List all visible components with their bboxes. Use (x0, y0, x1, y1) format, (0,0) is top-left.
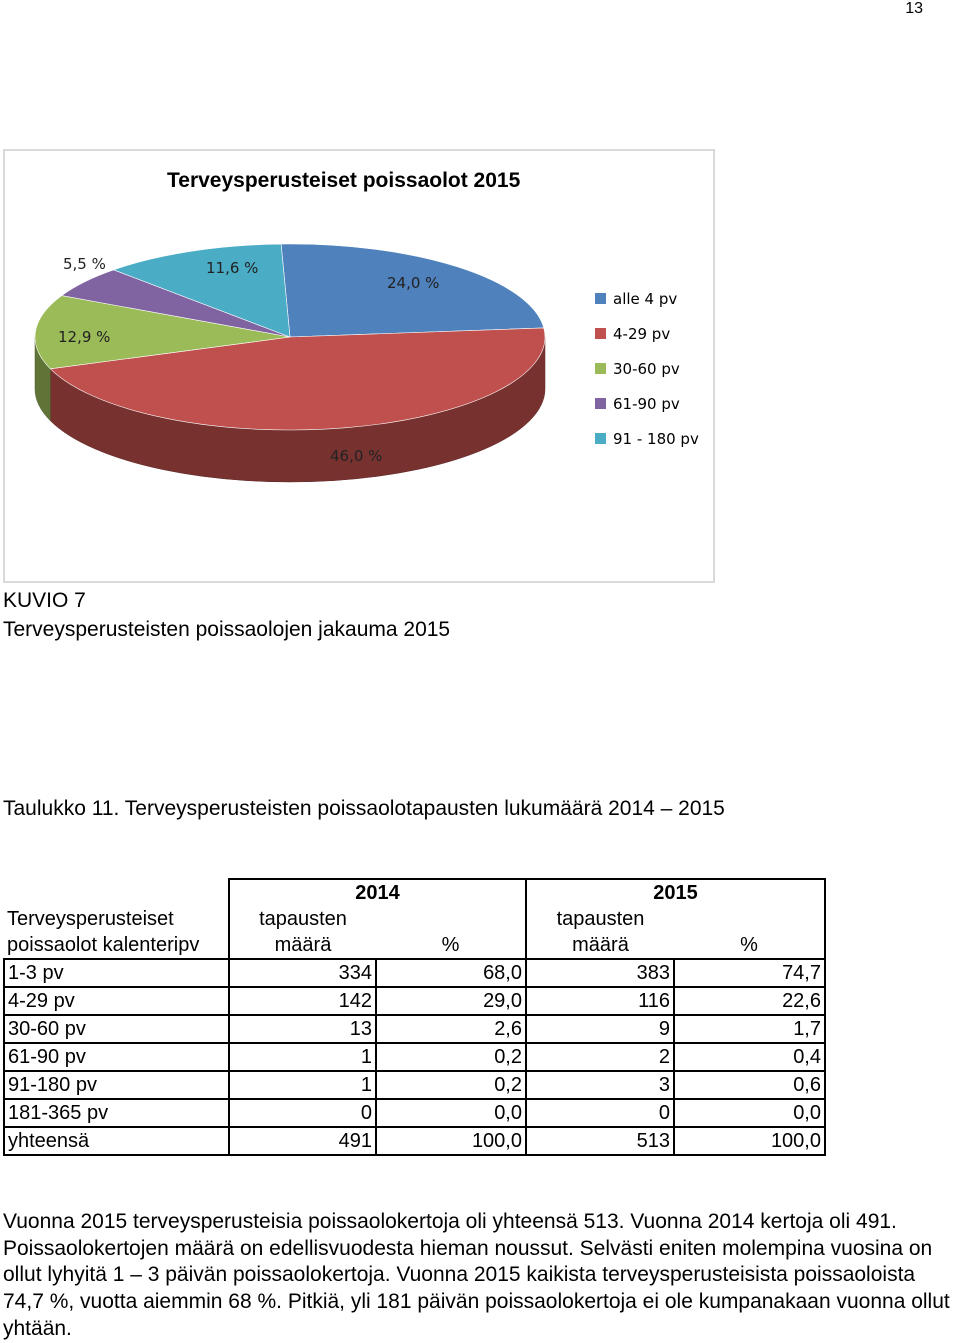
legend-label: alle 4 pv (613, 290, 678, 308)
legend-swatch (595, 328, 606, 339)
year-2014: 2014 (229, 879, 526, 906)
table-row (4, 1071, 825, 1099)
legend-item (595, 324, 699, 359)
legend-label: 4-29 pv (613, 325, 671, 343)
table-cell: 116 (526, 987, 674, 1015)
legend-item (595, 429, 699, 464)
table-cell: 1 (229, 1071, 376, 1099)
data-label-alle-4: 24,0 % (387, 274, 440, 292)
head-count-2015-line1: tapausten (526, 906, 674, 932)
head-pct-2015: % (674, 932, 825, 959)
legend-label: 61-90 pv (613, 395, 680, 413)
table-cell: 74,7 (674, 959, 825, 987)
legend-swatch (595, 398, 606, 409)
chart-title: Terveysperusteiset poissaolot 2015 (167, 169, 521, 192)
table-cell: 0 (229, 1099, 376, 1127)
head-pct-2014: % (441, 933, 460, 956)
table-cell: 0,0 (674, 1099, 825, 1127)
body-paragraph: Vuonna 2015 terveysperusteisia poissaolokertoja oli yhteensä 513. Vuonna 2014 kertoja oli 491. Poissaolokertojen määrä on edellisvuodesta hieman noussut. Selvästi eniten molempina vuosina on ollut lyhyitä 1 – 3 päivän poissaolokertoja. Vuonna 2015 kaikista terveysperusteisista poissaoloista 74,7 %, vuotta aiemmin 68 %. Pitkiä, yli 181 päivän poissaolokertoja ei ole kumpanakaan vuonna ollut yhtään. (3, 1210, 950, 1340)
legend-item (595, 289, 699, 324)
data-table (3, 878, 826, 1156)
pie-chart (3, 149, 715, 583)
caption-number: KUVIO 7 (3, 589, 86, 612)
table-cell: 61-90 pv (4, 1043, 229, 1071)
table-cell: 68,0 (376, 959, 526, 987)
head-count-2014-line1: tapausten (229, 906, 376, 932)
legend-item (595, 359, 699, 394)
legend-swatch (595, 293, 606, 304)
table-cell: 0,2 (376, 1071, 526, 1099)
table-cell: 3 (526, 1071, 674, 1099)
legend-item (595, 394, 699, 429)
table-cell: yhteensä (4, 1127, 229, 1155)
legend-swatch (595, 363, 606, 374)
table-cell: 513 (526, 1127, 674, 1155)
table-cell: 383 (526, 959, 674, 987)
table-row (4, 1099, 825, 1127)
table-cell: 2,6 (376, 1015, 526, 1043)
page-number: 13 (905, 0, 923, 17)
table-cell: 334 (229, 959, 376, 987)
table-cell: 29,0 (376, 987, 526, 1015)
head-category-line1: Terveysperusteiset (7, 907, 174, 930)
figure-caption (3, 586, 450, 644)
table-cell: 0 (526, 1099, 674, 1127)
head-category-line2: poissaolot kalenteripv (7, 933, 200, 956)
head-count-2015-line2: määrä (526, 932, 674, 959)
table-title: Taulukko 11. Terveysperusteisten poissaolotapausten lukumäärä 2014 – 2015 (3, 797, 725, 820)
table-row (4, 959, 825, 987)
table-cell: 1-3 pv (4, 959, 229, 987)
table-cell: 0,2 (376, 1043, 526, 1071)
table-cell: 22,6 (674, 987, 825, 1015)
legend-label: 91 - 180 pv (613, 430, 699, 448)
data-label-4-29: 46,0 % (330, 447, 383, 465)
table-row (4, 1127, 825, 1155)
table-cell: 0,6 (674, 1071, 825, 1099)
table-cell: 100,0 (376, 1127, 526, 1155)
legend-label: 30-60 pv (613, 360, 680, 378)
caption-text: Terveysperusteisten poissaolojen jakauma 2015 (3, 618, 451, 641)
table-cell: 142 (229, 987, 376, 1015)
table-row (4, 987, 825, 1015)
table-header-years (4, 879, 825, 906)
table-cell: 91-180 pv (4, 1071, 229, 1099)
data-label-30-60: 12,9 % (58, 328, 111, 346)
table-row (4, 1043, 825, 1071)
table-header-row1 (4, 906, 825, 932)
head-count-2014-line2: määrä (229, 932, 376, 959)
table-header-row2 (4, 932, 825, 959)
table-cell: 1 (229, 1043, 376, 1071)
table-cell: 491 (229, 1127, 376, 1155)
table-cell: 9 (526, 1015, 674, 1043)
data-label-61-90: 5,5 % (63, 255, 106, 273)
table-cell: 30-60 pv (4, 1015, 229, 1043)
year-2015: 2015 (526, 879, 825, 906)
table-cell: 0,4 (674, 1043, 825, 1071)
table-cell: 0,0 (376, 1099, 526, 1127)
table-body (4, 959, 825, 1155)
legend-swatch (595, 433, 606, 444)
table-cell: 13 (229, 1015, 376, 1043)
table-cell: 4-29 pv (4, 987, 229, 1015)
data-label-91-180: 11,6 % (206, 259, 259, 277)
table-cell: 2 (526, 1043, 674, 1071)
table-cell: 100,0 (674, 1127, 825, 1155)
table-row (4, 1015, 825, 1043)
table-cell: 181-365 pv (4, 1099, 229, 1127)
chart-legend (595, 289, 699, 464)
table-cell: 1,7 (674, 1015, 825, 1043)
